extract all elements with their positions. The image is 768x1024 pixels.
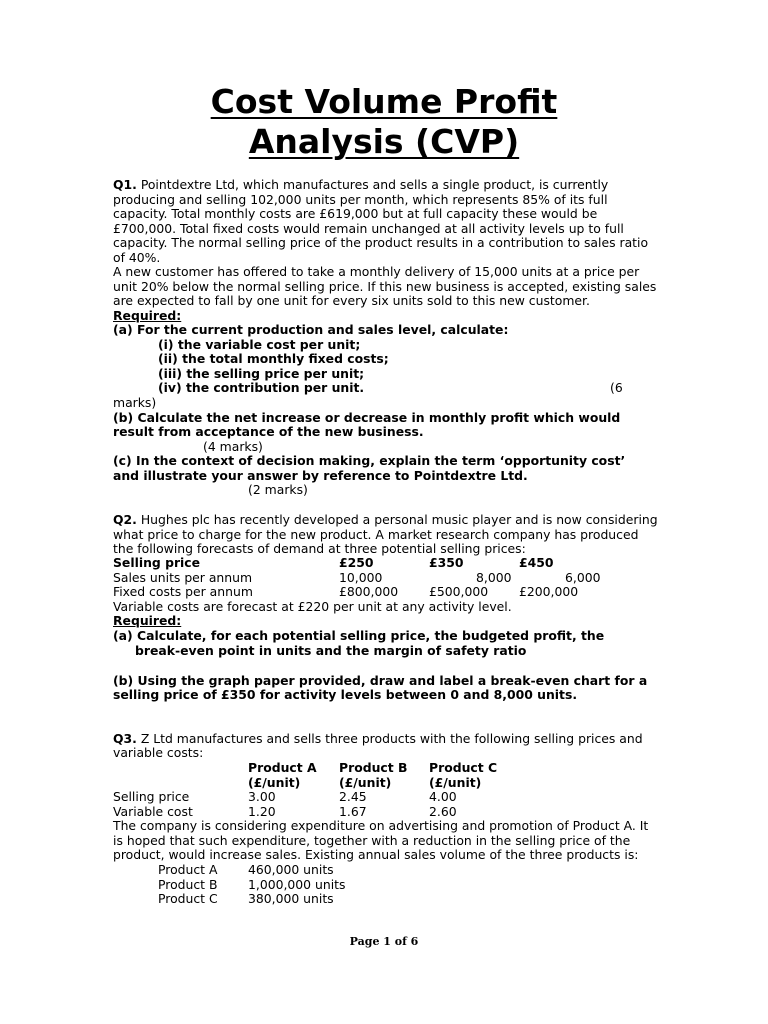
q2-part-a-line-1: (a) Calculate, for each potential selling price, the budgeted profit, the — [113, 628, 605, 643]
q3-volume-label: Product B — [158, 877, 218, 892]
q2-table-cell: 10,000 — [339, 570, 383, 585]
q1-part-a: (a) For the current production and sales level, calculate: — [113, 322, 509, 337]
q2-required-heading: Required: — [113, 613, 182, 628]
q2-table-row-label: Sales units per annum — [113, 570, 253, 585]
q3-table-cell: 3.00 — [248, 789, 276, 804]
q1-label: Q1. — [113, 177, 137, 192]
q3-table-cell: 1.20 — [248, 804, 276, 819]
q1-part-a-marks-cont: marks) — [113, 395, 157, 410]
q1-intro — [113, 178, 658, 266]
q2-table-cell: 8,000 — [476, 570, 512, 585]
page-title-line-2: Analysis (CVP) — [248, 122, 520, 161]
q2-table-header-price-1: £250 — [339, 555, 374, 570]
q1-part-c-line-1: (c) In the context of decision making, explain the term ‘opportunity cost’ — [113, 453, 626, 468]
q3-intro-line-2: variable costs: — [113, 745, 204, 760]
q2-intro — [113, 513, 658, 557]
q2-table-cell: £500,000 — [429, 584, 489, 599]
q1-paragraph-2: A new customer has offered to take a monthly delivery of 15,000 units at a price per unit 20% below the normal selling price. If this new business is accepted, existing sales are expected to fall by one unit for every six units sold to this new customer. — [113, 264, 657, 309]
q3-table-row-label: Selling price — [113, 789, 190, 804]
page-title-line-1: Cost Volume Profit — [210, 82, 558, 121]
q2-table-cell: £200,000 — [519, 584, 579, 599]
page-number-footer: Page 1 of 6 — [349, 935, 419, 948]
q3-table-header-unit: (£/unit) — [429, 775, 482, 790]
q1-part-c-line-2: and illustrate your answer by reference to Pointdextre Ltd. — [113, 468, 528, 483]
q3-volume-value: 380,000 units — [248, 891, 334, 906]
q2-intro-text: Hughes plc has recently developed a personal music player and is now considering what price to charge for the new product. A market research company has produced the following forecasts of demand at three potential selling prices: — [113, 512, 658, 557]
q2-table-header-price-2: £350 — [429, 555, 464, 570]
q1-part-a-iii: (iii) the selling price per unit; — [158, 366, 365, 381]
q3-volume-value: 1,000,000 units — [248, 877, 346, 892]
q3-volume-label: Product A — [158, 862, 218, 877]
q1-part-a-ii: (ii) the total monthly fixed costs; — [158, 351, 389, 366]
q2-part-b-line-2: selling price of £350 for activity levels between 0 and 8,000 units. — [113, 687, 578, 702]
q3-volume-value: 460,000 units — [248, 862, 334, 877]
q1-part-b-marks: (4 marks) — [203, 439, 263, 454]
q3-intro-text: Z Ltd manufactures and sells three products with the following selling prices and — [136, 731, 643, 746]
q1-part-a-marks: (6 — [610, 380, 623, 395]
q2-part-b-line-1: (b) Using the graph paper provided, draw and label a break-even chart for a — [113, 673, 648, 688]
q3-table-header-product-b: Product B — [339, 760, 408, 775]
q2-part-a-line-2: break-even point in units and the margin of safety ratio — [135, 643, 527, 658]
q3-table-header-product-a: Product A — [248, 760, 317, 775]
q2-table-cell: 6,000 — [565, 570, 601, 585]
q3-volume-label: Product C — [158, 891, 218, 906]
q1-part-a-i: (i) the variable cost per unit; — [158, 337, 361, 352]
q2-table-header-price-3: £450 — [519, 555, 554, 570]
q1-part-b-line-1: (b) Calculate the net increase or decrease in monthly profit which would — [113, 410, 621, 425]
q1-part-c-marks: (2 marks) — [248, 482, 308, 497]
q2-table-cell: £800,000 — [339, 584, 399, 599]
q3-table-row-label: Variable cost — [113, 804, 193, 819]
q2-label: Q2. — [113, 512, 137, 527]
q2-variable-cost-note: Variable costs are forecast at £220 per unit at any activity level. — [113, 599, 512, 614]
q3-table-cell: 4.00 — [429, 789, 457, 804]
q3-table-cell: 1.67 — [339, 804, 367, 819]
q1-intro-text: Pointdextre Ltd, which manufactures and sells a single product, is currently producing and selling 102,000 units per month, which represents 85% of its full capacity. Total monthly costs are £619,000 but at full capacity these would be £700,000. Total fixed costs would remain unchanged at all activity levels up to full capacity. The normal selling price of the product results in a contribution to sales ratio of 40%. — [113, 177, 649, 265]
q3-table-header-unit: (£/unit) — [248, 775, 301, 790]
q3-paragraph: The company is considering expenditure on advertising and promotion of Product A. It is hoped that such expenditure, together with a reduction in the selling price of the product, would increase sales. Existing annual sales volume of the three products is: — [113, 818, 649, 863]
q1-required-heading: Required: — [113, 308, 182, 323]
q3-label: Q3. — [113, 731, 137, 746]
q2-table-header-label: Selling price — [113, 555, 201, 570]
q1-part-b-line-2: result from acceptance of the new business. — [113, 424, 424, 439]
q3-table-cell: 2.45 — [339, 789, 367, 804]
q2-table-row-label: Fixed costs per annum — [113, 584, 253, 599]
q1-part-a-iv: (iv) the contribution per unit. — [158, 380, 365, 395]
q3-table-header-unit: (£/unit) — [339, 775, 392, 790]
q3-table-header-product-c: Product C — [429, 760, 498, 775]
q3-table-cell: 2.60 — [429, 804, 457, 819]
